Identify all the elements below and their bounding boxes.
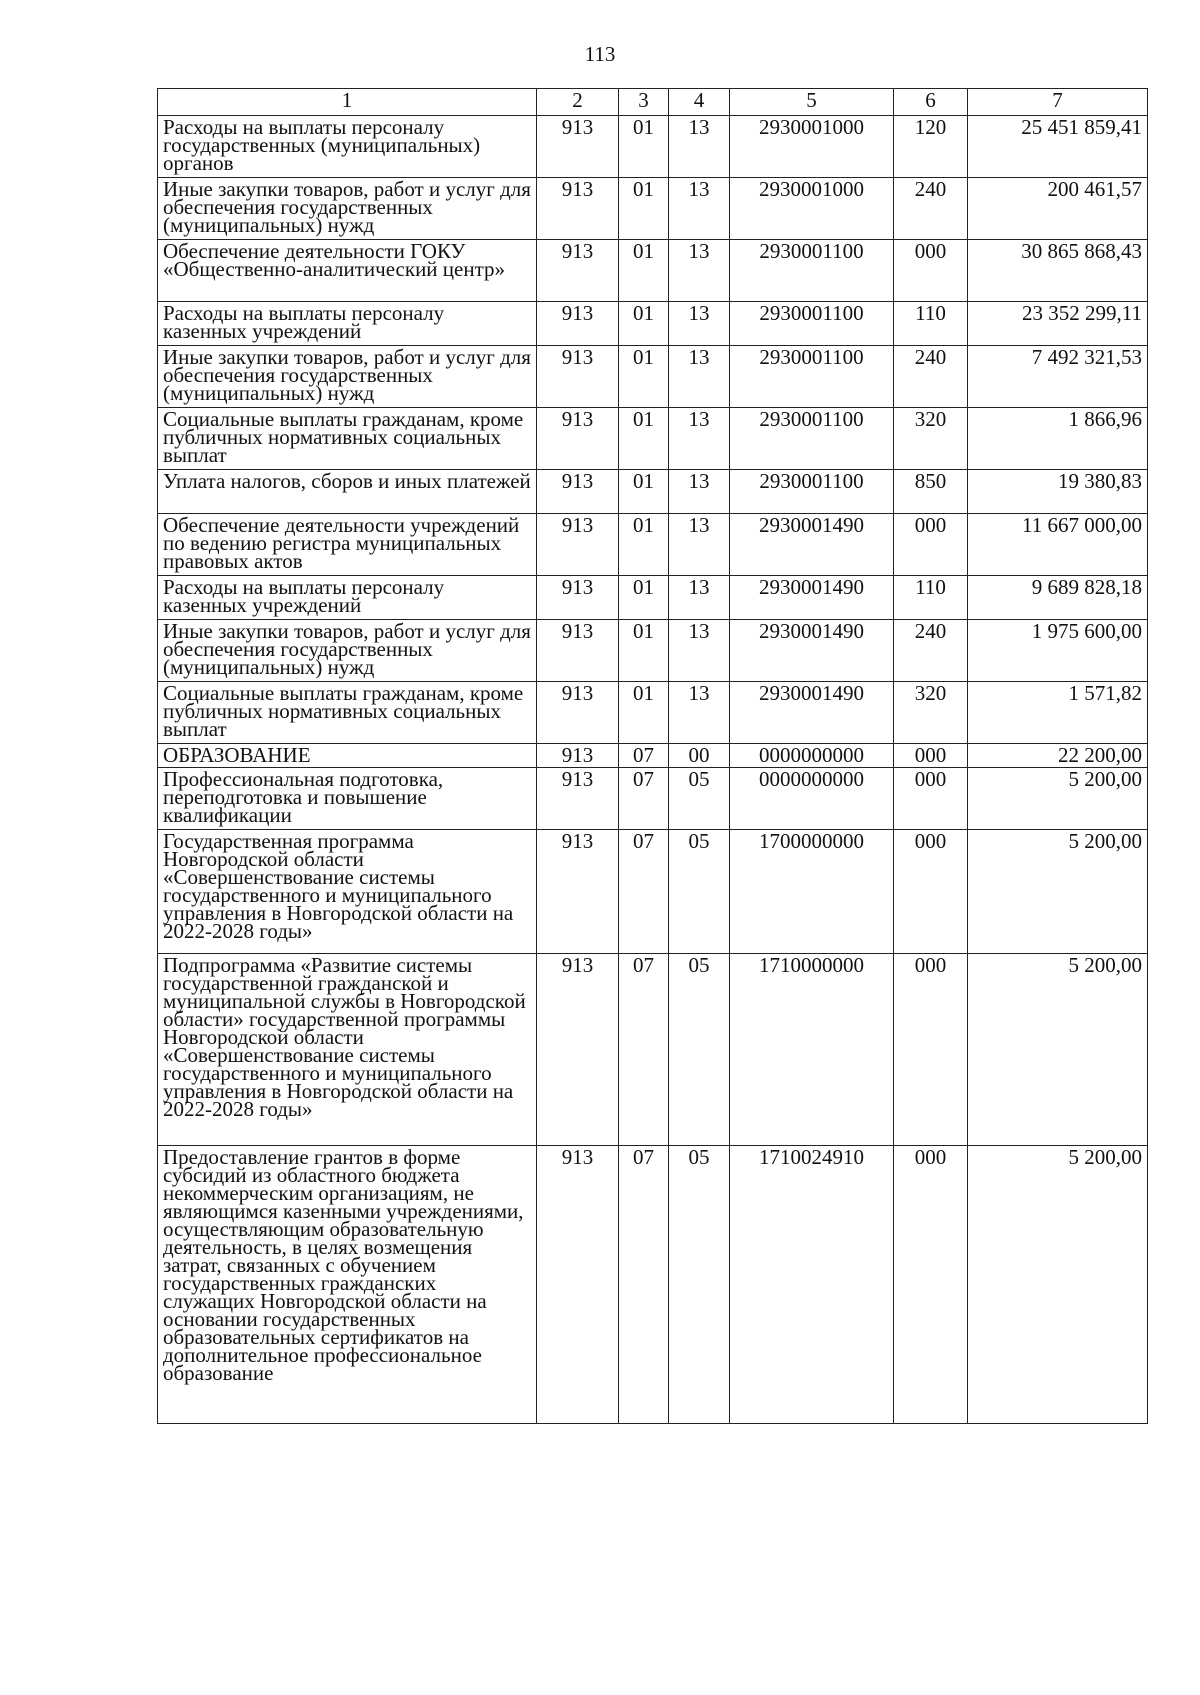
row-expense-type-cell: 120 [894, 116, 968, 178]
row-subsection-cell: 13 [669, 620, 730, 682]
row-expense-type-cell: 000 [894, 240, 968, 302]
table-row [158, 830, 1148, 954]
row-name-cell: Иные закупки товаров, работ и услуг для обеспечения государственных (муниципальных) нужд [158, 178, 537, 240]
row-expense-type-cell: 240 [894, 178, 968, 240]
row-section-cell: 01 [619, 302, 669, 346]
row-amount-cell: 22 200,00 [968, 744, 1148, 768]
row-name-cell: Государственная программа Новгородской области «Совершенствование системы государственного и муниципального управления в Новгородской области на 2022-2028 годы» [158, 830, 537, 954]
row-target-article-cell: 2930001100 [730, 408, 894, 470]
row-target-article-cell: 2930001490 [730, 620, 894, 682]
row-name-cell: Иные закупки товаров, работ и услуг для обеспечения государственных (муниципальных) нужд [158, 620, 537, 682]
row-amount-cell: 7 492 321,53 [968, 346, 1148, 408]
row-name-cell: Обеспечение деятельности учреждений по ведению регистра муниципальных правовых актов [158, 514, 537, 576]
row-amount-cell: 1 866,96 [968, 408, 1148, 470]
row-subsection-cell: 13 [669, 408, 730, 470]
row-name-cell: Социальные выплаты гражданам, кроме публичных нормативных социальных выплат [158, 682, 537, 744]
row-expense-type-cell: 110 [894, 302, 968, 346]
row-target-article-cell: 2930001490 [730, 576, 894, 620]
row-name-cell: Обеспечение деятельности ГОКУ «Общественно-аналитический центр» [158, 240, 537, 302]
table-body [158, 116, 1148, 1424]
row-amount-cell: 30 865 868,43 [968, 240, 1148, 302]
row-name-cell: ОБРАЗОВАНИЕ [158, 744, 537, 768]
row-code-cell: 913 [537, 768, 619, 830]
row-subsection-cell: 13 [669, 514, 730, 576]
row-expense-type-cell: 000 [894, 954, 968, 1146]
row-target-article-cell: 2930001100 [730, 470, 894, 514]
table-row [158, 408, 1148, 470]
row-subsection-cell: 13 [669, 682, 730, 744]
table-row [158, 178, 1148, 240]
table-row [158, 682, 1148, 744]
row-section-cell: 01 [619, 408, 669, 470]
table-row [158, 346, 1148, 408]
row-section-cell: 01 [619, 240, 669, 302]
table-header-row [158, 89, 1148, 116]
table-row [158, 954, 1148, 1146]
row-subsection-cell: 13 [669, 576, 730, 620]
row-subsection-cell: 00 [669, 744, 730, 768]
header-col-5: 5 [730, 89, 894, 116]
row-code-cell: 913 [537, 954, 619, 1146]
row-name-cell: Социальные выплаты гражданам, кроме публичных нормативных социальных выплат [158, 408, 537, 470]
row-target-article-cell: 1710000000 [730, 954, 894, 1146]
row-amount-cell: 11 667 000,00 [968, 514, 1148, 576]
row-code-cell: 913 [537, 240, 619, 302]
row-section-cell: 07 [619, 768, 669, 830]
row-name-cell: Расходы на выплаты персоналу казенных учреждений [158, 302, 537, 346]
row-target-article-cell: 2930001100 [730, 302, 894, 346]
row-name-cell: Предоставление грантов в форме субсидий из областного бюджета некоммерческим организациям, не являющимся казенными учреждениями, осуществляющим образовательную деятельность, в целях возмещения затрат, связанных с обучением государственных гражданских служащих Новгородской области на основании государственных образовательных сертификатов на дополнительное профессиональное образование [158, 1146, 537, 1424]
table-row [158, 240, 1148, 302]
row-section-cell: 07 [619, 744, 669, 768]
row-subsection-cell: 13 [669, 240, 730, 302]
row-section-cell: 01 [619, 514, 669, 576]
page-number: 113 [584, 42, 616, 66]
row-target-article-cell: 0000000000 [730, 768, 894, 830]
row-amount-cell: 23 352 299,11 [968, 302, 1148, 346]
row-subsection-cell: 13 [669, 116, 730, 178]
table-row [158, 116, 1148, 178]
budget-table [157, 88, 1148, 1424]
row-code-cell: 913 [537, 470, 619, 514]
row-code-cell: 913 [537, 302, 619, 346]
table-row [158, 302, 1148, 346]
row-subsection-cell: 05 [669, 830, 730, 954]
row-amount-cell: 25 451 859,41 [968, 116, 1148, 178]
row-section-cell: 01 [619, 346, 669, 408]
header-col-3: 3 [619, 89, 669, 116]
row-name-cell: Уплата налогов, сборов и иных платежей [158, 470, 537, 514]
row-code-cell: 913 [537, 576, 619, 620]
table-row [158, 620, 1148, 682]
table-row [158, 768, 1148, 830]
header-col-6: 6 [894, 89, 968, 116]
row-section-cell: 07 [619, 1146, 669, 1424]
table-row [158, 576, 1148, 620]
header-col-7: 7 [968, 89, 1148, 116]
header-col-1: 1 [158, 89, 537, 116]
row-section-cell: 07 [619, 954, 669, 1146]
table-row [158, 1146, 1148, 1424]
table-row [158, 514, 1148, 576]
row-amount-cell: 1 975 600,00 [968, 620, 1148, 682]
row-target-article-cell: 2930001000 [730, 178, 894, 240]
row-amount-cell: 5 200,00 [968, 830, 1148, 954]
row-target-article-cell: 0000000000 [730, 744, 894, 768]
row-section-cell: 07 [619, 830, 669, 954]
row-amount-cell: 5 200,00 [968, 1146, 1148, 1424]
row-target-article-cell: 1710024910 [730, 1146, 894, 1424]
row-amount-cell: 5 200,00 [968, 768, 1148, 830]
row-amount-cell: 200 461,57 [968, 178, 1148, 240]
row-expense-type-cell: 240 [894, 620, 968, 682]
header-col-4: 4 [669, 89, 730, 116]
row-section-cell: 01 [619, 576, 669, 620]
row-expense-type-cell: 000 [894, 768, 968, 830]
table-row [158, 470, 1148, 514]
row-expense-type-cell: 000 [894, 514, 968, 576]
row-expense-type-cell: 000 [894, 830, 968, 954]
row-code-cell: 913 [537, 682, 619, 744]
row-name-cell: Расходы на выплаты персоналу государственных (муниципальных) органов [158, 116, 537, 178]
row-code-cell: 913 [537, 178, 619, 240]
header-col-2: 2 [537, 89, 619, 116]
row-section-cell: 01 [619, 620, 669, 682]
row-code-cell: 913 [537, 744, 619, 768]
row-code-cell: 913 [537, 1146, 619, 1424]
row-code-cell: 913 [537, 116, 619, 178]
row-subsection-cell: 13 [669, 346, 730, 408]
row-subsection-cell: 05 [669, 1146, 730, 1424]
row-name-cell: Расходы на выплаты персоналу казенных учреждений [158, 576, 537, 620]
row-target-article-cell: 2930001490 [730, 514, 894, 576]
row-subsection-cell: 13 [669, 470, 730, 514]
row-expense-type-cell: 240 [894, 346, 968, 408]
row-code-cell: 913 [537, 620, 619, 682]
row-expense-type-cell: 110 [894, 576, 968, 620]
row-expense-type-cell: 320 [894, 682, 968, 744]
row-subsection-cell: 13 [669, 178, 730, 240]
row-section-cell: 01 [619, 178, 669, 240]
row-section-cell: 01 [619, 682, 669, 744]
row-section-cell: 01 [619, 116, 669, 178]
row-code-cell: 913 [537, 514, 619, 576]
row-amount-cell: 9 689 828,18 [968, 576, 1148, 620]
row-expense-type-cell: 000 [894, 1146, 968, 1424]
row-amount-cell: 5 200,00 [968, 954, 1148, 1146]
row-amount-cell: 1 571,82 [968, 682, 1148, 744]
row-target-article-cell: 2930001490 [730, 682, 894, 744]
row-subsection-cell: 05 [669, 768, 730, 830]
row-target-article-cell: 2930001000 [730, 116, 894, 178]
row-name-cell: Иные закупки товаров, работ и услуг для обеспечения государственных (муниципальных) нужд [158, 346, 537, 408]
row-code-cell: 913 [537, 346, 619, 408]
table-row [158, 744, 1148, 768]
row-amount-cell: 19 380,83 [968, 470, 1148, 514]
row-target-article-cell: 2930001100 [730, 346, 894, 408]
row-code-cell: 913 [537, 830, 619, 954]
row-expense-type-cell: 850 [894, 470, 968, 514]
row-name-cell: Профессиональная подготовка, переподготовка и повышение квалификации [158, 768, 537, 830]
row-name-cell: Подпрограмма «Развитие системы государственной гражданской и муниципальной службы в Новгородской области» государственной программы Новгородской области «Совершенствование системы государственного и муниципального управления в Новгородской области на 2022-2028 годы» [158, 954, 537, 1146]
row-expense-type-cell: 320 [894, 408, 968, 470]
row-target-article-cell: 1700000000 [730, 830, 894, 954]
row-expense-type-cell: 000 [894, 744, 968, 768]
row-subsection-cell: 13 [669, 302, 730, 346]
row-target-article-cell: 2930001100 [730, 240, 894, 302]
row-code-cell: 913 [537, 408, 619, 470]
row-subsection-cell: 05 [669, 954, 730, 1146]
row-section-cell: 01 [619, 470, 669, 514]
